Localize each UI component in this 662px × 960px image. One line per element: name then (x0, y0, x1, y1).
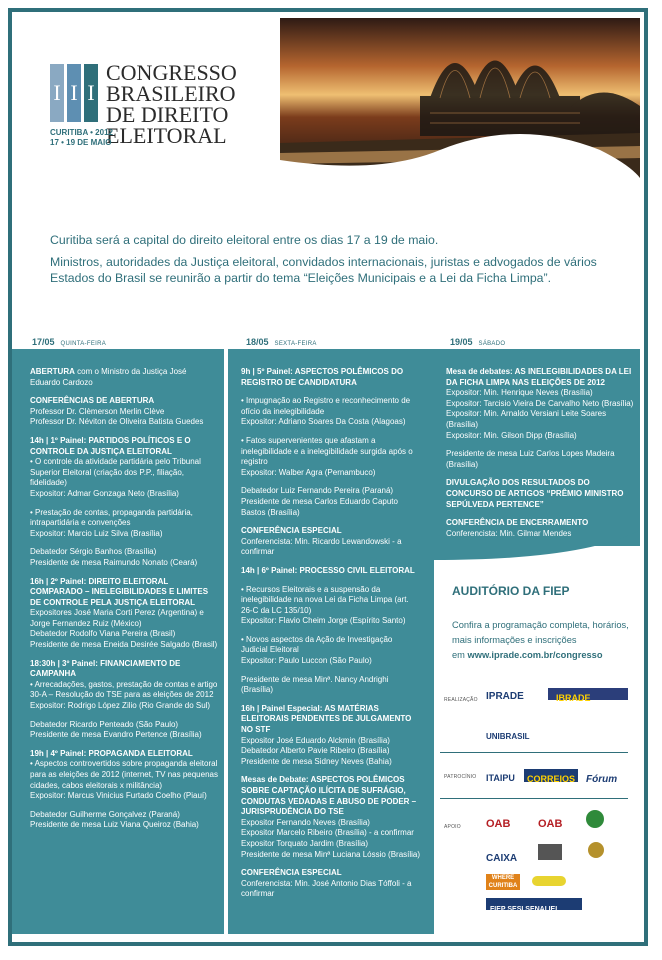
day-header (12, 336, 224, 349)
session-line: Expositor: Min. Henrique Neves (Brasília) (446, 388, 593, 398)
session-line: Expositor: Flavio Cheim Jorge (Espírito Santo) (241, 616, 406, 626)
unibrasil-logo (486, 726, 530, 744)
session-line: Professor Dr. Clèmerson Merlin Clève (30, 406, 165, 416)
sponsor-name: OAB (486, 818, 511, 830)
sponsor-name: IPRADE (486, 691, 524, 702)
schedule-block (241, 635, 421, 667)
session-heading: CONFERÊNCIA DE ENCERRAMENTO (446, 518, 589, 528)
session-line: • O controle da atividade partidária pelo Tribunal Superior Eleitoral (criação dos P.P., filiação, fidelidade) (30, 457, 201, 488)
session-line: Expositores José Maria Corti Perez (Argentina) e Jorge Fernandez Ruiz (México) (30, 608, 204, 628)
logo-title (106, 62, 256, 146)
numeral-bar: I (67, 64, 81, 122)
title-line: BRASILEIRO (106, 81, 236, 106)
session-heading: 14h | 6º Painel: PROCESSO CIVIL ELEITORAL (241, 565, 415, 575)
schedule-block (241, 868, 421, 900)
session-line: • Prestação de contas, propaganda partidária, intrapartidária e convenções (30, 507, 193, 528)
session-line: Expositor: Adriano Soares Da Costa (Alagoas) (241, 417, 406, 427)
divider (440, 752, 628, 753)
caixa-logo (486, 848, 517, 866)
session-heading: CONFERÊNCIA ESPECIAL (241, 526, 342, 536)
title-line: ELEITORAL (106, 123, 227, 148)
schedule-block (446, 518, 634, 539)
session-line: • Novos aspectos da Ação de Investigação Judicial Eleitoral (241, 634, 393, 655)
title-line: DE DIREITO (106, 102, 229, 127)
sponsor-name: IBRADE (556, 693, 591, 703)
intro-text (50, 232, 610, 292)
day-header (434, 336, 640, 349)
sponsor-name: Fórum (586, 774, 618, 785)
oab-logo (486, 814, 510, 832)
schedule-block (241, 367, 421, 388)
session-heading: Mesa de debates: AS INELEGIBILIDADES DA LEI DA FICHA LIMPA NAS ELEIÇÕES DE 2012 (446, 367, 632, 387)
logo-dates: 17 • 19 DE MAIO (50, 138, 112, 147)
day-date: 17/05 (32, 337, 55, 347)
sponsor-name: WHERE CURITIBA (488, 875, 518, 889)
session-line: Expositor: Marcio Luiz Silva (Brasília) (30, 528, 163, 538)
schedule-block (30, 367, 218, 388)
venue-url-prefix: em (452, 650, 468, 660)
session-line: Presidente de mesa Luiz Carlos Lopes Madeira (Brasília) (446, 449, 615, 469)
sponsor-name: CAIXA (486, 853, 518, 864)
session-line: Conferencista: Min. Ricardo Lewandowski - a confirmar (241, 536, 402, 557)
title-line: CONGRESSO (106, 60, 237, 85)
session-line: Presidente de mesa Raimundo Nonato (Ceará) (30, 557, 198, 567)
schedule-block (30, 810, 218, 831)
day-date: 19/05 (450, 337, 473, 347)
session-heading: 9h | 5º Painel: ASPECTOS POLÊMICOS DO REGISTRO DE CANDIDATURA (241, 367, 404, 387)
schedule-block (30, 749, 218, 802)
crest-icon (588, 842, 604, 858)
schedule-block (241, 566, 421, 577)
session-line: Debatedor Luiz Fernando Pereira (Paraná) (241, 486, 394, 496)
schedule-block (241, 775, 421, 860)
session-heading: 19h | 4º Painel: PROPAGANDA ELEITORAL (30, 748, 193, 758)
session-line: Expositor: Marcus Vinicius Furtado Coelho (Piauí) (30, 791, 207, 801)
session-line: Expositor: Min. Arnaldo Versiani Leite Soares (Brasília) (446, 409, 607, 429)
session-heading: ABERTURA (30, 367, 75, 376)
ibrade-logo (548, 688, 628, 703)
session-heading: 16h | 2º Painel: DIREITO ELEITORAL COMPARADO – INELEGIBILIDADES E LIMITES DE CONTROLE PELA JUSTIÇA ELEITORAL (30, 576, 209, 607)
venue-box (452, 584, 632, 663)
session-heading: CONFERÊNCIA ESPECIAL (241, 868, 342, 878)
venue-description (452, 618, 632, 663)
sponsor-name: CORREIOS (526, 774, 575, 784)
itaipu-logo (486, 768, 515, 786)
session-heading: DIVULGAÇÃO DOS RESULTADOS DO CONCURSO DE ARTIGOS “PRÊMIO MINISTRO SEPÚLVEDA PERTENCE” (446, 478, 624, 509)
session-line: Expositor José Eduardo Alckmin (Brasília) (241, 735, 390, 745)
fiep-logo (486, 898, 582, 913)
sponsor-name: UNIBRASIL (486, 732, 530, 741)
session-line: Expositor: Admar Gonzaga Neto (Brasília) (30, 488, 179, 498)
session-line: Presidente de mesa Carlos Eduardo Caputo Bastos (Brasília) (241, 496, 398, 517)
day-weekday: SÁBADO (478, 341, 506, 347)
intro-paragraph: Ministros, autoridades da Justiça eleitoral, convidados internacionais, juristas e advogados de vários Estados do Brasil se reunirão a partir do tema “Eleições Municipais e a Lei da Ficha Limpa”. (50, 255, 597, 285)
schedule-block (241, 585, 421, 627)
session-line: Presidente de mesa Sidney Neves (Bahia) (241, 756, 392, 766)
numeral-bar: I (84, 64, 98, 122)
divider (440, 798, 628, 799)
schedule-block (446, 478, 634, 510)
venue-desc-text: Confira a programação completa, horários, mais informações e inscrições (452, 620, 629, 645)
session-line: Presidente de mesa Eneida Desirée Salgado (Brasil) (30, 640, 218, 650)
session-line: • Arrecadações, gastos, prestação de contas e artigo 30-A – Resolução do TSE para as eleições de 2012 (30, 679, 218, 700)
session-heading: 18:30h | 3º Painel: FINANCIAMENTO DE CAMPANHA (30, 658, 181, 679)
schedule-block (241, 704, 421, 768)
day-weekday: SEXTA-FEIRA (274, 341, 317, 347)
numeral-bar: I (50, 64, 64, 122)
patrocinio-label: PATROCÍNIO (444, 774, 477, 780)
schedule-block (241, 486, 421, 518)
session-line: Debatedor Alberto Pavie Ribeiro (Brasília) (241, 746, 390, 756)
session-line: • Aspectos controvertidos sobre propaganda eleitoral para as eleições de 2012 (internet, TV nas pequenas cidades, cabos eleitorais x militância) (30, 759, 218, 790)
session-line: Expositor: Paulo Luccon (São Paulo) (241, 656, 372, 666)
apoio-label: APOIO (444, 824, 461, 830)
session-line: • Impugnação ao Registro e reconhecimento de ofício da inelegibilidade (241, 396, 411, 416)
session-line: Presidente de mesa Evandro Pertence (Brasília) (30, 730, 202, 740)
forum-logo (586, 769, 617, 787)
institution-logo-icon (538, 844, 562, 860)
sponsor-name: OAB (538, 818, 563, 830)
schedule-block (30, 720, 218, 741)
session-line: Presidente de mesa Luiz Viana Queiroz (Bahia) (30, 820, 199, 830)
day-weekday: QUINTA-FEIRA (60, 341, 107, 347)
day-date: 18/05 (246, 337, 269, 347)
session-line: • Recursos Eleitorais e a suspensão da inelegibilidade na nova Lei da Ficha Limpa (art. 26-C da LC 135/10) (241, 584, 409, 615)
sponsor-badge-icon (532, 876, 566, 886)
schedule-block (446, 367, 634, 441)
sponsor-name: FIEP SESI SENAI IEL (490, 906, 560, 913)
oab-pr-logo (538, 814, 562, 832)
schedule-block (446, 449, 634, 470)
session-heading-suffix: com o Ministro da Justiça José Eduardo Cardozo (30, 367, 187, 387)
session-heading: CONFERÊNCIAS DE ABERTURA (30, 396, 155, 406)
session-line: Conferencista: Min. José Antonio Dias Tóffoli - a confirmar (241, 878, 412, 899)
schedule-block (30, 436, 218, 500)
session-line: Presidente de mesa Minª. Nancy Andrighi (Brasília) (241, 674, 389, 695)
session-line: Conferencista: Min. Gilmar Mendes (446, 528, 572, 538)
day-header (228, 336, 434, 349)
session-heading: 16h | Painel Especial: AS MATÉRIAS ELEITORAIS PENDENTES DE JULGAMENTO NO STF (241, 703, 412, 735)
schedule-block (241, 436, 421, 478)
session-line: Expositor: Rodrigo López Zilio (Rio Grande do Sul) (30, 701, 211, 711)
roman-numeral-bars (50, 64, 100, 124)
session-line: • Fatos supervenientes que afastam a inelegibilidade e a inelegibilidade surgida após o registro (241, 435, 413, 467)
realizacao-label: REALIZAÇÃO (444, 697, 478, 703)
venue-url-link[interactable]: www.iprade.com.br/congresso (467, 650, 603, 660)
schedule-block (241, 526, 421, 558)
session-line: Professor Dr. Néviton de Oliveira Batista Guedes (30, 417, 204, 427)
day1-schedule (30, 367, 218, 839)
session-line: Expositor Marcelo Ribeiro (Brasília) - a confirmar (241, 828, 414, 838)
session-line: Debatedor Sérgio Banhos (Brasília) (30, 547, 157, 557)
schedule-block (30, 396, 218, 428)
schedule-block (241, 396, 421, 428)
session-line: Expositor Fernando Neves (Brasília) (241, 817, 370, 827)
session-line: Debatedor Ricardo Penteado (São Paulo) (30, 719, 179, 729)
day3-schedule (446, 367, 634, 547)
where-curitiba-logo (486, 874, 520, 890)
schedule-block (30, 577, 218, 651)
session-heading: Mesas de Debate: ASPECTOS POLÊMICOS SOBRE CAPTAÇÃO ILÍCITA DE SUFRÁGIO, CONDUTAS VEDADAS E ABUSO DE PODER – JURISPRUDÊNCIA DO TSE (241, 775, 417, 817)
intro-paragraph: Curitiba será a capital do direito eleitoral entre os dias 17 a 19 de maio. (50, 233, 439, 247)
schedule-block (30, 508, 218, 540)
session-line: Expositor: Min. Gilson Dipp (Brasília) (446, 430, 577, 440)
seal-icon (586, 810, 604, 828)
session-line: Expositor: Tarcisio Vieira De Carvalho Neto (Brasília) (446, 398, 634, 408)
iprade-logo (486, 686, 536, 704)
schedule-block (30, 659, 218, 712)
sponsor-name: ITAIPU (486, 773, 515, 783)
session-line: Expositor Torquato Jardim (Brasília) (241, 838, 369, 848)
venue-title: AUDITÓRIO DA FIEP (452, 584, 570, 598)
schedule-block (241, 675, 421, 696)
day2-schedule (241, 367, 421, 908)
session-line: Presidente de mesa Minª Luciana Lóssio (Brasília) (241, 849, 421, 859)
session-line: Expositor: Walber Agra (Pernambuco) (241, 467, 376, 477)
logo-date (50, 128, 120, 148)
correios-logo (524, 769, 578, 782)
schedule-block (30, 547, 218, 568)
logo-place: CURITIBA • 2012 (50, 128, 113, 137)
session-line: Debatedor Guilherme Gonçalvez (Paraná) (30, 809, 180, 819)
session-line: Debatedor Rodolfo Viana Pereira (Brasil) (30, 629, 176, 639)
session-heading: 14h | 1º Painel: PARTIDOS POLÍTICOS E O CONTROLE DA JUSTIÇA ELEITORAL (30, 435, 191, 456)
